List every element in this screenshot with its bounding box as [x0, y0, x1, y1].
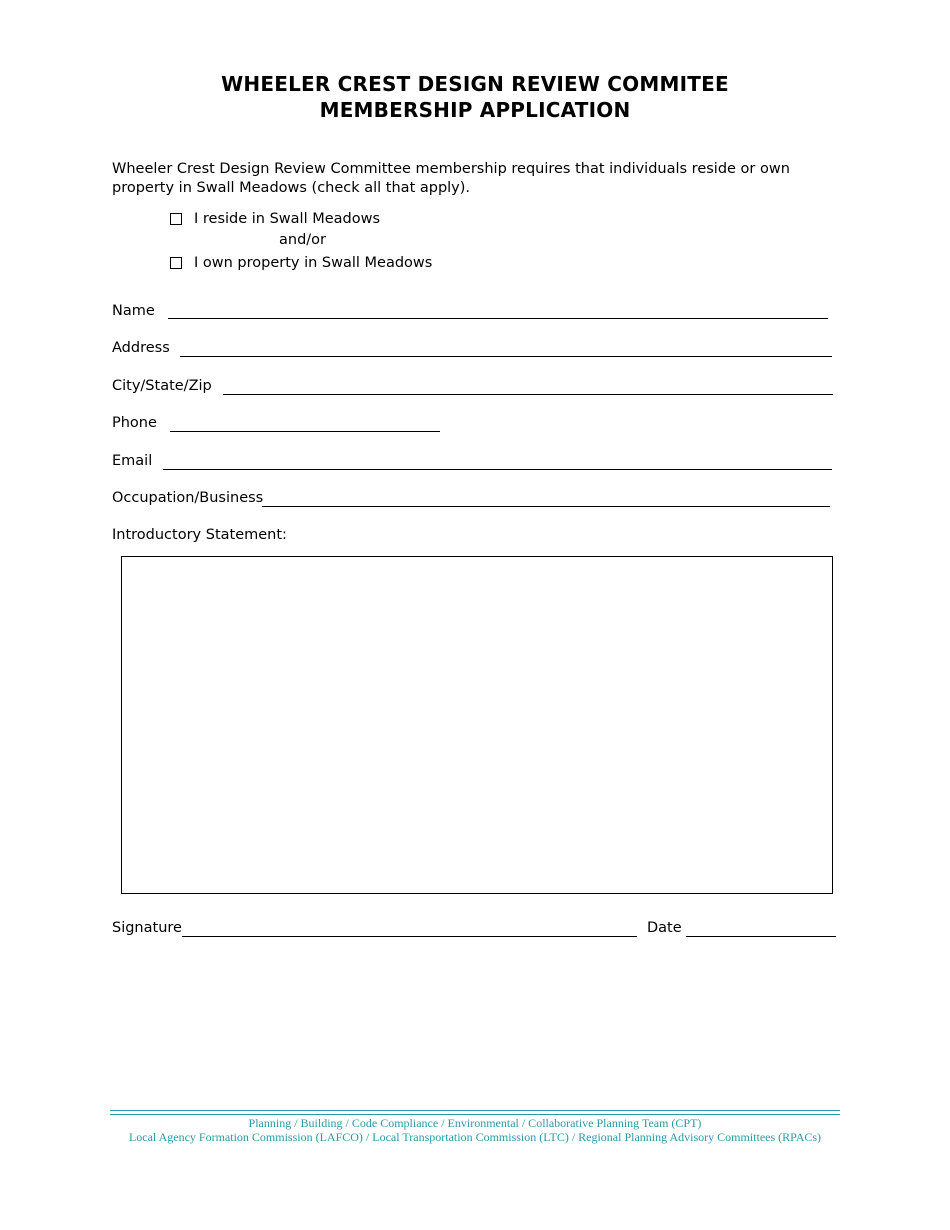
signature-label: Signature — [112, 920, 182, 936]
occupation-label: Occupation/Business — [112, 490, 264, 506]
phone-label: Phone — [112, 415, 157, 431]
own-option[interactable] — [170, 255, 432, 271]
form-title-line1: WHEELER CREST DESIGN REVIEW COMMITEE — [221, 72, 729, 96]
email-field[interactable] — [163, 469, 832, 470]
email-label: Email — [112, 453, 153, 469]
signature-field[interactable] — [182, 936, 637, 937]
address-label: Address — [112, 340, 170, 356]
form-title-line2: MEMBERSHIP APPLICATION — [319, 98, 631, 122]
city-state-zip-label: City/State/Zip — [112, 378, 212, 394]
footer-line1: Planning / Building / Code Compliance / Environmental / Collaborative Planning Team (CPT) — [248, 1116, 702, 1130]
reside-option[interactable] — [170, 211, 380, 227]
reside-checkbox[interactable] — [170, 213, 182, 225]
own-label: I own property in Swall Meadows — [194, 255, 433, 271]
statement-textarea[interactable] — [121, 556, 833, 894]
reside-label: I reside in Swall Meadows — [194, 211, 381, 227]
statement-label: Introductory Statement: — [112, 527, 287, 543]
footer-rule-top — [110, 1110, 840, 1111]
andor-text: and/or — [279, 232, 326, 248]
occupation-field[interactable] — [262, 506, 830, 507]
date-field[interactable] — [686, 936, 836, 937]
own-checkbox[interactable] — [170, 257, 182, 269]
name-label: Name — [112, 303, 155, 319]
footer-rule-bottom — [110, 1114, 840, 1115]
address-field[interactable] — [180, 356, 832, 357]
footer-line2: Local Agency Formation Commission (LAFCO) / Local Transportation Commission (LTC) / Regional Planning Advisory Committees (RPACs) — [128, 1130, 822, 1144]
city-state-zip-field[interactable] — [223, 394, 833, 395]
phone-field[interactable] — [170, 431, 440, 432]
date-label: Date — [647, 920, 682, 936]
intro-text: Wheeler Crest Design Review Committee membership requires that individuals reside or own property in Swall Meadows (check all that apply). — [112, 161, 790, 196]
name-field[interactable] — [168, 318, 828, 319]
